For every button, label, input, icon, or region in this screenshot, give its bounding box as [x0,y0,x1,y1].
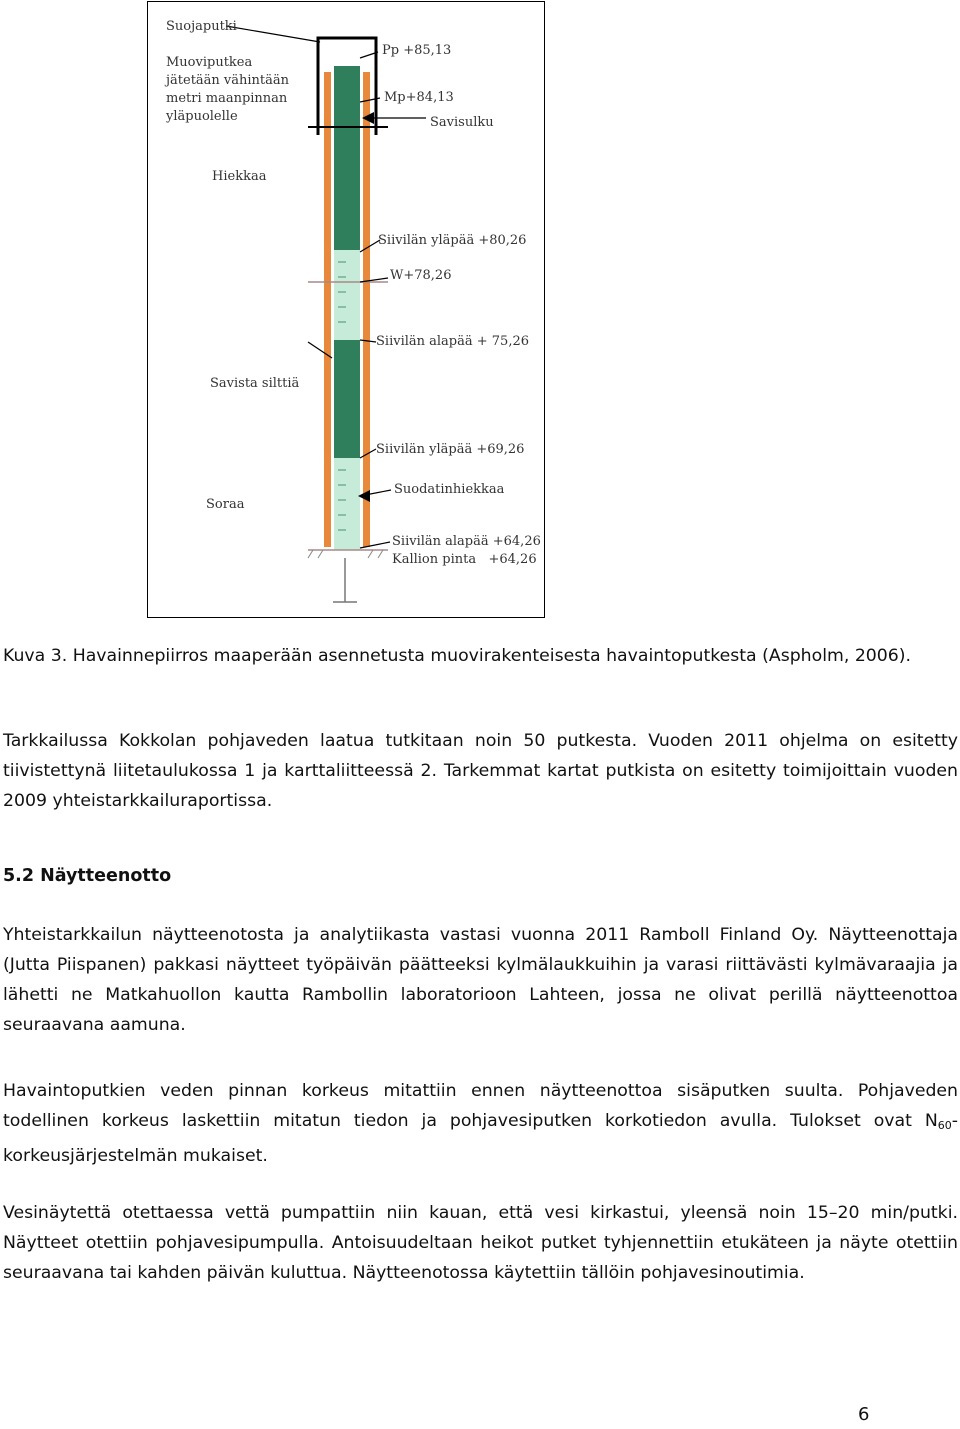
n60-subscript: 60 [937,1119,952,1132]
label-suodatinhiekkaa: Suodatinhiekkaa [394,482,505,497]
casing-left [324,72,331,547]
label-savisulku: Savisulku [430,115,494,130]
well-diagram-svg [148,2,544,617]
paragraph-water-level [3,1076,958,1171]
label-pp: Pp +85,13 [382,43,452,58]
label-siivila-ylapaa-1: Siivilän yläpää +80,26 [378,233,527,248]
label-soraa: Soraa [206,497,245,512]
bedrock-hatch [308,550,383,558]
label-muoviputkea-1: Muoviputkea [166,55,253,70]
pipe-solid-top [334,66,360,250]
label-w: W+78,26 [390,268,452,283]
label-savista-silttia: Savista silttiä [210,376,300,391]
label-siivila-alapaa-1: Siivilän alapää + 75,26 [376,334,529,349]
label-muoviputkea-2: jätetään vähintään [166,73,290,88]
paragraph-water-level-text: Havaintoputkien veden pinnan korkeus mitattiin ennen näytteenottoa sisäputken suulta. Pohjaveden todellinen korkeus laskettiin mitatun tiedon ja pohjavesiputken korkotiedon avulla. Tulokset ovat N [3,1081,958,1131]
section-heading: 5.2 Näytteenotto [3,866,172,886]
pipe-screen-upper [334,250,360,340]
pipe-screen-lower [334,458,360,550]
label-siivila-ylapaa-2: Siivilän yläpää +69,26 [376,442,525,457]
label-muoviputkea-3: metri maanpinnan [166,91,288,106]
label-kallion-pinta: Kallion pinta +64,26 [392,552,537,567]
paragraph-monitoring: Tarkkailussa Kokkolan pohjaveden laatua tutkitaan noin 50 putkesta. Vuoden 2011 ohjelma on esitetty tiivistettynä liitetaulukossa 1 ja karttaliitteessä 2. Tarkemmat kartat putkista on esitetty toimijoittain vuoden 2009 yhteistarkkailuraportissa. [3,731,958,811]
label-mp: Mp+84,13 [384,90,454,105]
label-muoviputkea-4: yläpuolelle [166,109,238,124]
pipe-solid-middle [334,340,360,458]
page-number: 6 [858,1404,870,1425]
paragraph-pumping: Vesinäytettä otettaessa vettä pumpattiin niin kauan, että vesi kirkastui, yleensä noin 15–20 min/putki. Näytteet otettiin pohjavesipumpulla. Antoisuudeltaan heikot putket tyhjennettiin etukäteen ja näyte otettiin seuraavana tai kahden päivän kuluttua. Näytteenotossa käytettiin tällöin pohjavesinoutimia. [3,1203,958,1283]
label-siivila-alapaa-2: Siivilän alapää +64,26 [392,534,541,549]
label-hiekkaa: Hiekkaa [212,169,267,184]
paragraph-sampling: Yhteistarkkailun näytteenotosta ja analytiikasta vastasi vuonna 2011 Ramboll Finland Oy. Näytteenottaja (Jutta Piispanen) pakkasi näytteet työpäivän päätteeksi kylmälaukkuihin ja varasi riittävästi kylmävaraajia ja lähetti ne Matkahuollon kautta Rambollin laboratorioon Lahteen, jossa ne olivat perillä näytteenottoa seuraavana aamuna. [3,925,958,1035]
well-diagram-figure [147,1,545,618]
paragraph-water-level-end: -korkeusjärjestelmän mukaiset. [3,1111,958,1166]
label-suojaputki: Suojaputki [166,19,237,34]
figure-caption: Kuva 3. Havainnepiirros maaperään asennetusta muovirakenteisesta havaintoputkesta (Aspholm, 2006). [3,646,912,666]
casing-right [363,72,370,547]
